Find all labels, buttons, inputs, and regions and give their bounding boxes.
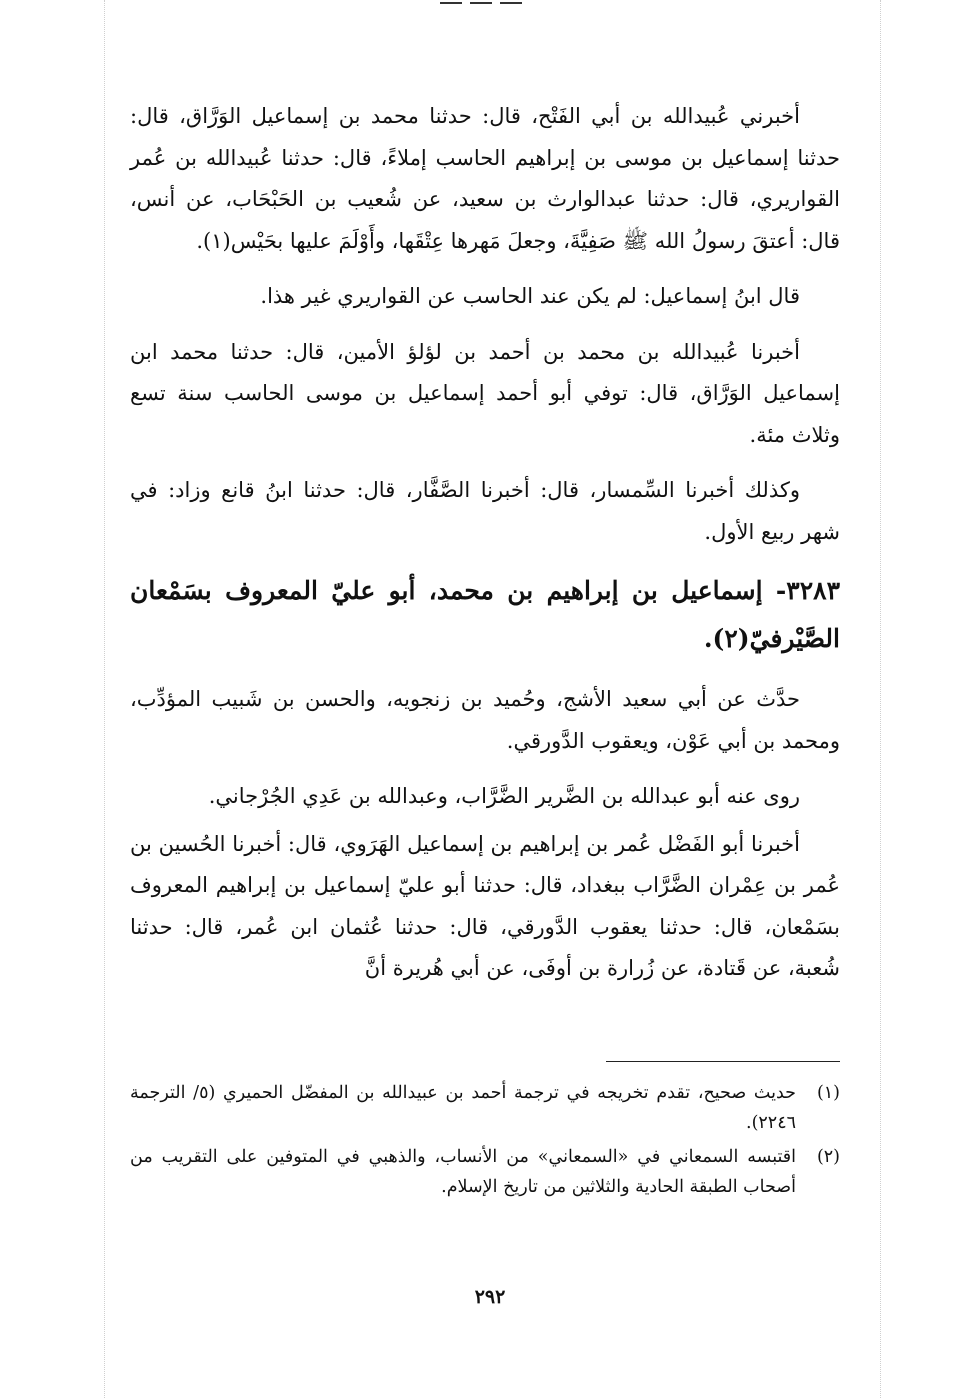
entry-heading: ٣٢٨٣- إسماعيل بن إبراهيم بن محمد، أبو عليّ المعروف بسَمْعان الصَّيْرفيّ(٢). xyxy=(130,576,840,653)
footnote-separator xyxy=(606,1061,840,1062)
paragraph-7: أخبرنا أبو الفَضْل عُمر بن إبراهيم بن إسماعيل الهَرَوي، قال: أخبرنا الحُسين بن عُمر بن عِمْران الضَّرَّاب ببغداد، قال: حدثنا أبو عليّ إسماعيل بن إبراهيم المعروف بسَمْعان، قال: حدثنا يعقوب الدَّورقي، قال: حدثنا عُثمان ابن عُمر، قال: حدثنا شُعبة، عن قَتادة، عن زُرارة بن أوفَى، عن أبي هُريرة أنَّ xyxy=(130,831,840,980)
page-number: ٢٩٢ xyxy=(474,1286,506,1308)
footnote-2-number: (٢) xyxy=(816,1147,840,1167)
main-text xyxy=(130,96,840,1004)
scan-margin-right xyxy=(880,0,881,1398)
paragraph-4: وكذلك أخبرنا السِّمسار، قال: أخبرنا الصَّفَّار، قال: حدثنا ابنُ قانع وزاد: في شهر ربيع الأول. xyxy=(130,478,840,544)
scan-margin-left xyxy=(104,0,105,1398)
footnote-2 xyxy=(130,1142,840,1202)
footnote-2-text: اقتبسه السمعاني في «السمعاني» من الأنساب، والذهبي في المتوفين على التقريب من أصحاب الطبقة الحادية والثلاثين من تاريخ الإسلام. xyxy=(130,1147,796,1197)
footnote-1 xyxy=(130,1078,840,1138)
footnote-1-number: (١) xyxy=(816,1083,840,1103)
top-scan-marks xyxy=(440,2,570,8)
paragraph-1: أخبرني عُبيدالله بن أبي الفَتْح، قال: حدثنا محمد بن إسماعيل الوَرَّاق، قال: حدثنا إسماعيل بن موسى بن إبراهيم الحاسب إملاءً، قال: حدثنا عُبيدالله بن عُمر القواريري، قال: حدثنا عبدالوارث بن سعيد، عن شُعيب بن الحَبْحَاب، عن أنس، قال: أعتقَ رسولُ الله ﷺ صَفِيَّةَ، وجعلَ مَهرها عِتْقَها، وأَوْلَمَ عليها بحَيْس(١). xyxy=(130,104,840,253)
footnote-1-text: حديث صحيح، تقدم تخريجه في ترجمة أحمد بن عبيدالله بن المفضّل الحميري (٥/ الترجمة ٢٢٤٦). xyxy=(130,1083,796,1133)
paragraph-6: روى عنه أبو عبدالله بن الضَّرير الضَّرَّاب، وعبدالله بن عَدِي الجُرْجاني. xyxy=(208,784,800,808)
paragraph-3: أخبرنا عُبيدالله بن محمد بن أحمد بن لؤلؤ الأمين، قال: حدثنا محمد ابن إسماعيل الوَرَّاق، قال: توفي أبو أحمد إسماعيل بن موسى الحاسب سنة تسع وثلاث مئة. xyxy=(130,339,840,447)
paragraph-2: قال ابنُ إسماعيل: لم يكن عند الحاسب عن القواريري غير هذا. xyxy=(260,284,800,308)
footnotes xyxy=(130,1078,840,1206)
paragraph-5: حدَّث عن أبي سعيد الأشج، وحُميد بن زنجويه، والحسن بن شَبيب المؤدِّب، ومحمد بن أبي عَوْن، ويعقوب الدَّورقي. xyxy=(130,687,840,753)
